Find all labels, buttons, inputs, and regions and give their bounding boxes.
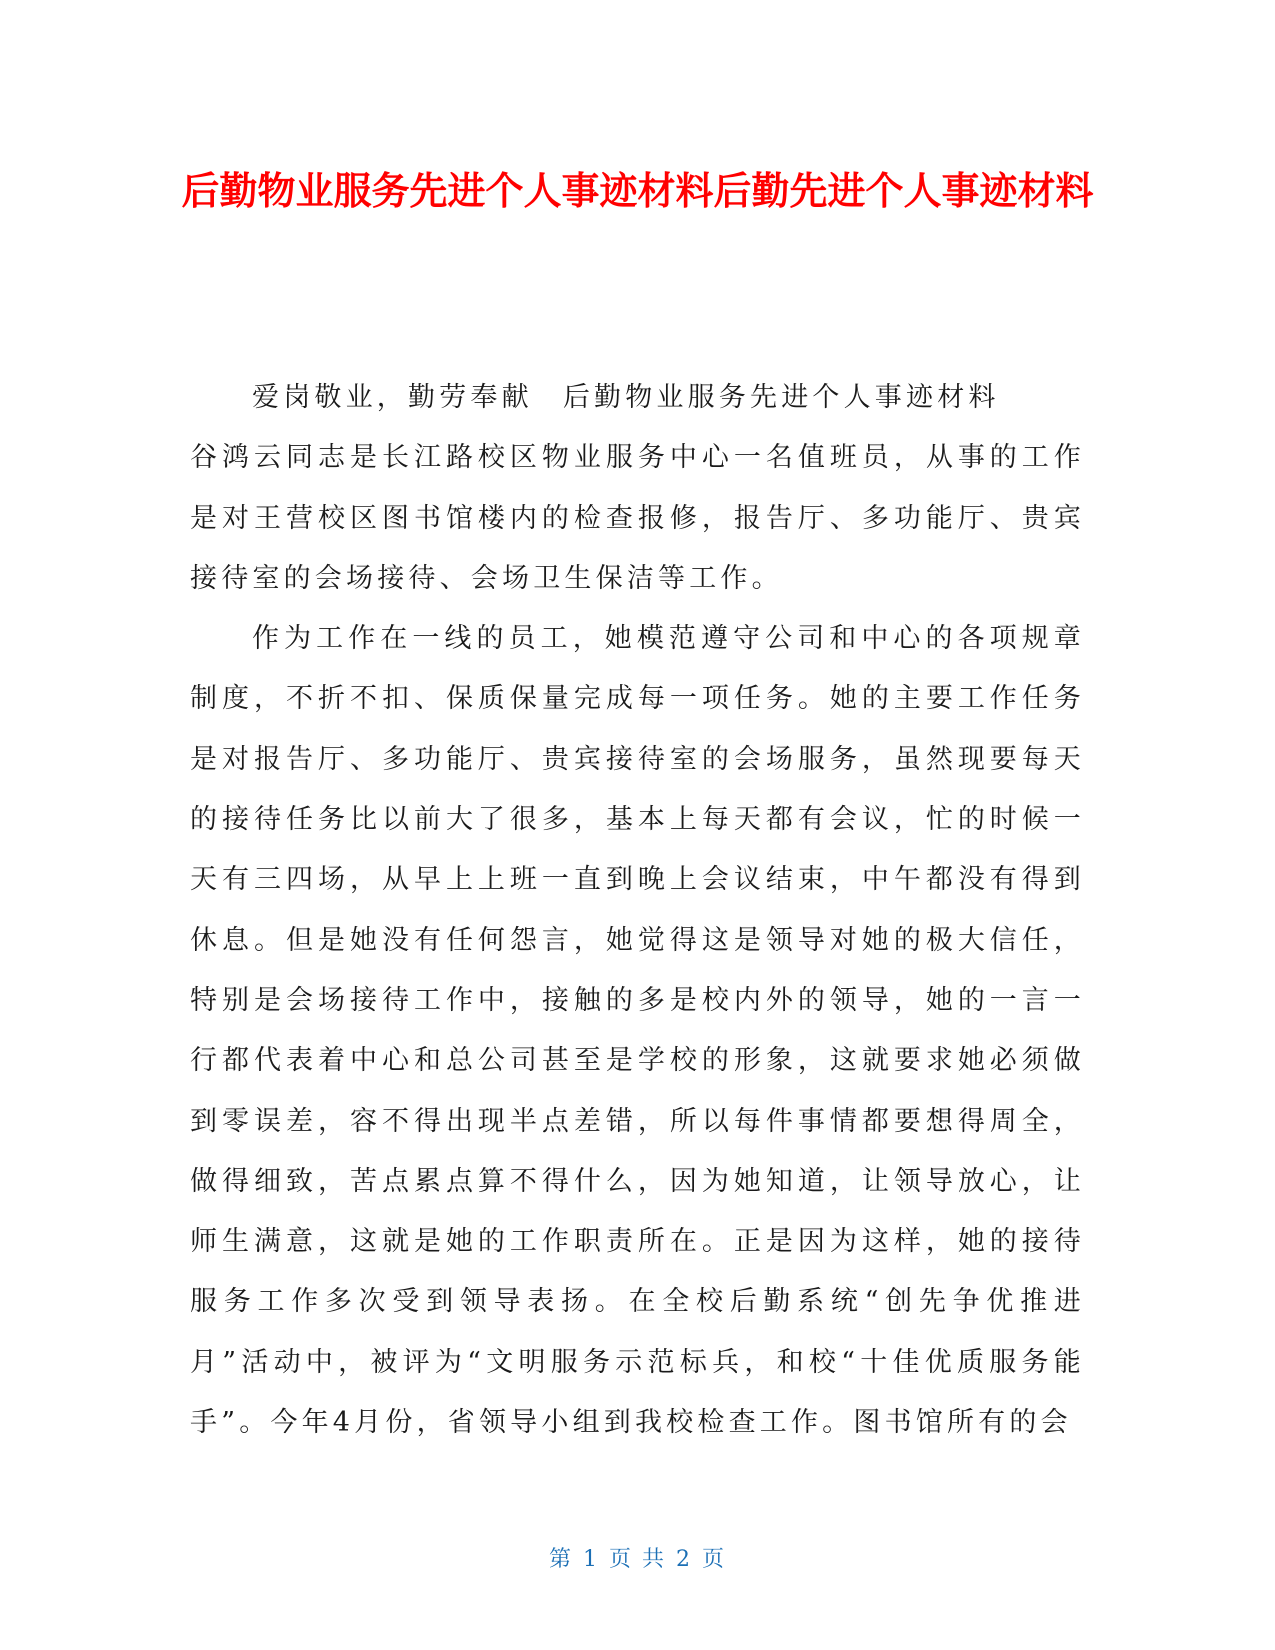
footer-label-of: 页 共 [609,1547,666,1572]
page-footer [0,1542,1275,1573]
paragraph-1: 谷鸿云同志是长江路校区物业服务中心一名值班员，从事的工作是对王营校区图书馆楼内的检查报修，报告厅、多功能厅、贵宾接待室的会场接待、会场卫生保洁等工作。 [190,442,1085,594]
document-title: 后勤物业服务先进个人事迹材料后勤先进个人事迹材料 [181,169,1094,213]
subtitle-left: 爱岗敬业，勤劳奉献 [252,382,533,413]
document-body [190,368,1085,1453]
subtitle-right: 后勤物业服务先进个人事迹材料 [562,382,1000,413]
paragraph-2: 作为工作在一线的员工，她模范遵守公司和中心的各项规章制度，不折不扣、保质保量完成每一项任务。她的主要工作任务是对报告厅、多功能厅、贵宾接待室的会场服务，虽然现要每天的接待任务比以前大了很多，基本上每天都有会议，忙的时候一天有三四场，从早上上班一直到晚上会议结束，中午都没有得到休息。但是她没有任何怨言，她觉得这是领导对她的极大信任，特别是会场接待工作中，接触的多是校内外的领导，她的一言一行都代表着中心和总公司甚至是学校的形象，这就要求她必须做到零误差，容不得出现半点差错，所以每件事情都要想得周全，做得细致，苦点累点算不得什么，因为她知道，让领导放心，让师生满意，这就是她的工作职责所在。正是因为这样，她的接待服务工作多次受到领导表扬。在全校后勤系统“创先争优推进月”活动中，被评为“文明服务示范标兵，和校“十佳优质服务能手”。今年4月份，省领导小组到我校检查工作。图书馆所有的会 [190,623,1085,1439]
footer-label-end: 页 [702,1547,727,1572]
subtitle-line [190,368,1085,428]
footer-total-pages: 2 [676,1547,692,1572]
footer-current-page: 1 [583,1547,599,1572]
footer-label-page: 第 [548,1547,573,1572]
